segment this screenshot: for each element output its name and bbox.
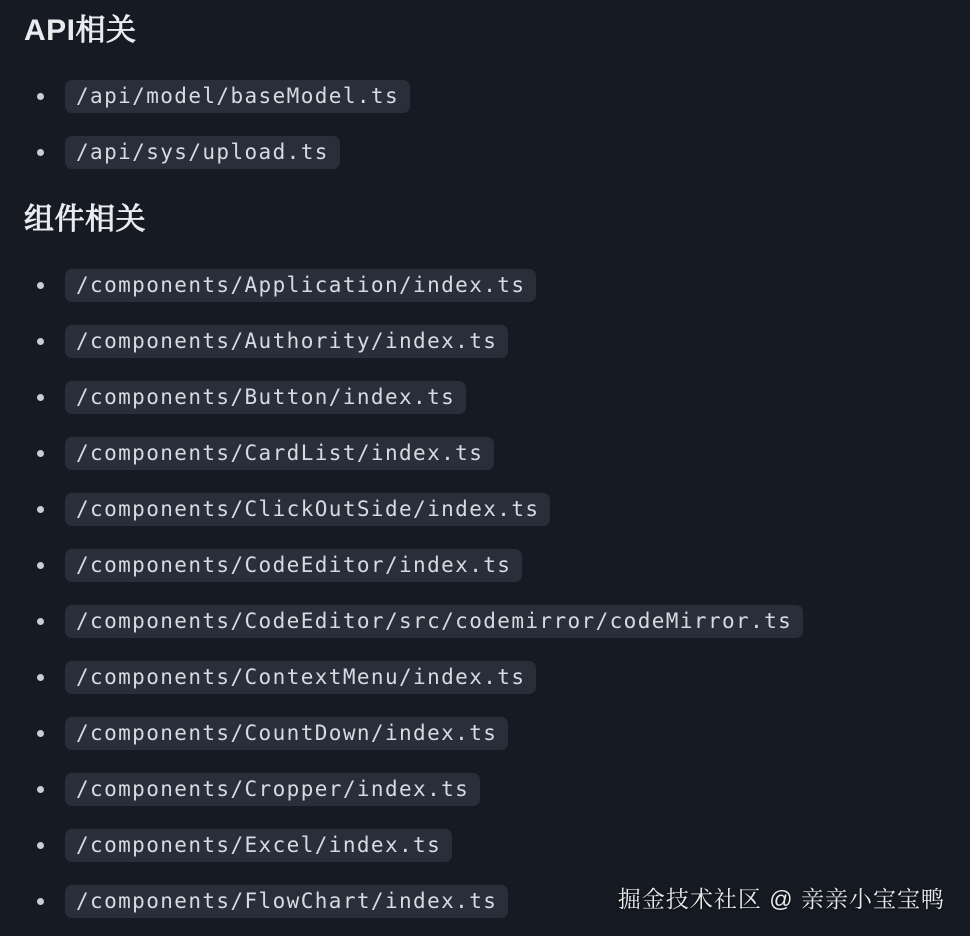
bullet-icon	[37, 338, 44, 345]
file-path-chip: /components/FlowChart/index.ts	[65, 885, 508, 918]
file-path-chip: /components/CardList/index.ts	[65, 437, 494, 470]
section-heading-api: API相关	[24, 14, 137, 47]
bullet-icon	[37, 282, 44, 289]
bullet-icon	[37, 93, 44, 100]
bullet-icon	[37, 149, 44, 156]
list-item	[24, 717, 946, 750]
bullet-icon	[37, 506, 44, 513]
file-path-chip: /components/Application/index.ts	[65, 269, 536, 302]
bullet-icon	[37, 450, 44, 457]
file-path-chip: /components/Cropper/index.ts	[65, 773, 480, 806]
bullet-icon	[37, 394, 44, 401]
file-path-chip: /components/CodeEditor/src/codemirror/codeMirror.ts	[65, 605, 803, 638]
list-item	[24, 136, 946, 169]
list-item	[24, 325, 946, 358]
list-item	[24, 661, 946, 694]
list-item	[24, 829, 946, 862]
file-path-chip: /components/CodeEditor/index.ts	[65, 549, 522, 582]
file-path-chip: /components/Button/index.ts	[65, 381, 466, 414]
section-heading-components: 组件相关	[24, 203, 146, 236]
file-path-chip: /components/Excel/index.ts	[65, 829, 452, 862]
file-path-chip: /components/ClickOutSide/index.ts	[65, 493, 550, 526]
list-item	[24, 80, 946, 113]
bullet-icon	[37, 730, 44, 737]
bullet-icon	[37, 674, 44, 681]
bullet-icon	[37, 786, 44, 793]
list-item	[24, 773, 946, 806]
api-file-list	[24, 80, 946, 169]
file-path-chip: /api/model/baseModel.ts	[65, 80, 410, 113]
list-item	[24, 549, 946, 582]
bullet-icon	[37, 842, 44, 849]
file-path-chip: /components/Authority/index.ts	[65, 325, 508, 358]
list-item	[24, 605, 946, 638]
list-item	[24, 437, 946, 470]
list-item	[24, 381, 946, 414]
bullet-icon	[37, 618, 44, 625]
bullet-icon	[37, 562, 44, 569]
list-item	[24, 269, 946, 302]
file-path-chip: /components/CountDown/index.ts	[65, 717, 508, 750]
list-item	[24, 493, 946, 526]
watermark-text: 掘金技术社区 @ 亲亲小宝宝鸭	[617, 886, 945, 912]
file-path-chip: /components/ContextMenu/index.ts	[65, 661, 536, 694]
file-path-chip: /api/sys/upload.ts	[65, 136, 340, 169]
components-file-list	[24, 269, 946, 918]
bullet-icon	[37, 898, 44, 905]
